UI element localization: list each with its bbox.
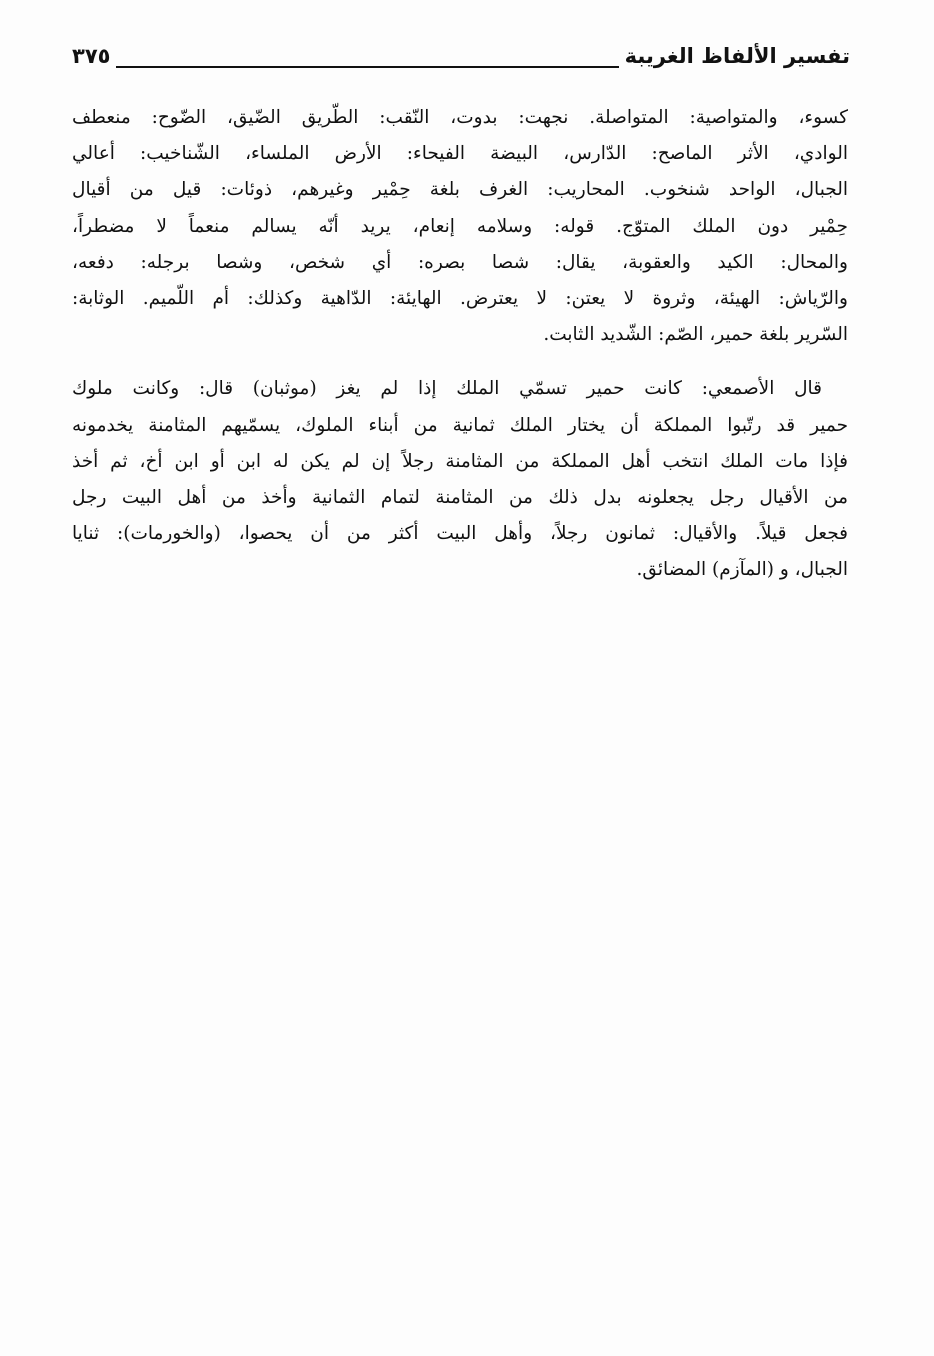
text-line: حمير قد رتّبوا المملكة أن يختار الملك ثمانية من أبناء الملوك، يسمّيهم المثامنة يخدمونه — [72, 414, 848, 436]
body-text — [72, 100, 848, 589]
text-line: كسوء، والمتواصية: المتواصلة. نجهت: بدوت، النّقب: الطّريق الضّيق، الضّوح: منعطف — [72, 107, 848, 128]
page-header — [72, 44, 850, 80]
page-number: ٣٧٥ — [72, 44, 116, 68]
header-rule — [112, 66, 680, 68]
paragraph-asmai — [72, 371, 848, 588]
text-line: حِمْير دون الملك المتوّج. قوله: وسلامه إنعام، يريد أنّه يسالم منعماً لا مضطراً، — [72, 215, 848, 237]
text-line: فإذا مات الملك انتخب أهل المملكة من المثامنة رجلاً إن لم يكن له ابن أو ابن أخ، ثم أخذ — [72, 450, 848, 472]
text-line: والمحال: الكيد والعقوبة، يقال: شصا بصره: أي شخص، وشصا برجله: دفعه، — [72, 251, 848, 273]
running-title: تفسير الألفاظ الغريبة — [619, 44, 850, 68]
text-line: والرّياش: الهيئة، وثروة لا يعتن: لا يعترض. الهايئة: الدّاهية وكذلك: أم اللّميم. الوثابة: — [72, 288, 848, 310]
text-line: من الأقيال رجل يجعلونه بدل ذلك من المثامنة لتمام الثمانية وأخذ من أهل البيت رجل — [72, 487, 848, 509]
text-line: قال الأصمعي: كانت حمير تسمّي الملك إذا لم يغز (موثبان) قال: وكانت ملوك — [72, 378, 822, 400]
text-line: الجبال، و (المآزم) المضائق. — [636, 559, 848, 581]
paragraph-glossary — [72, 100, 848, 353]
text-line: الجبال، الواحد شنخوب. المحاريب: الغرف بلغة حِمْير وغيرهم، ذوئات: قيل من أقيال — [72, 179, 848, 201]
text-line: فجعل قيلاً. والأقيال: ثمانون رجلاً، وأهل البيت أكثر من أن يحصوا، (والخورمات): ثنايا — [72, 523, 848, 545]
text-line: السّرير بلغة حمير، الصّم: الشّديد الثابت. — [543, 324, 848, 346]
text-line: الوادي، الأثر الماصح: الدّارس، البيضة الفيحاء: الأرض الملساء، الشّناخيب: أعالي — [72, 143, 848, 165]
